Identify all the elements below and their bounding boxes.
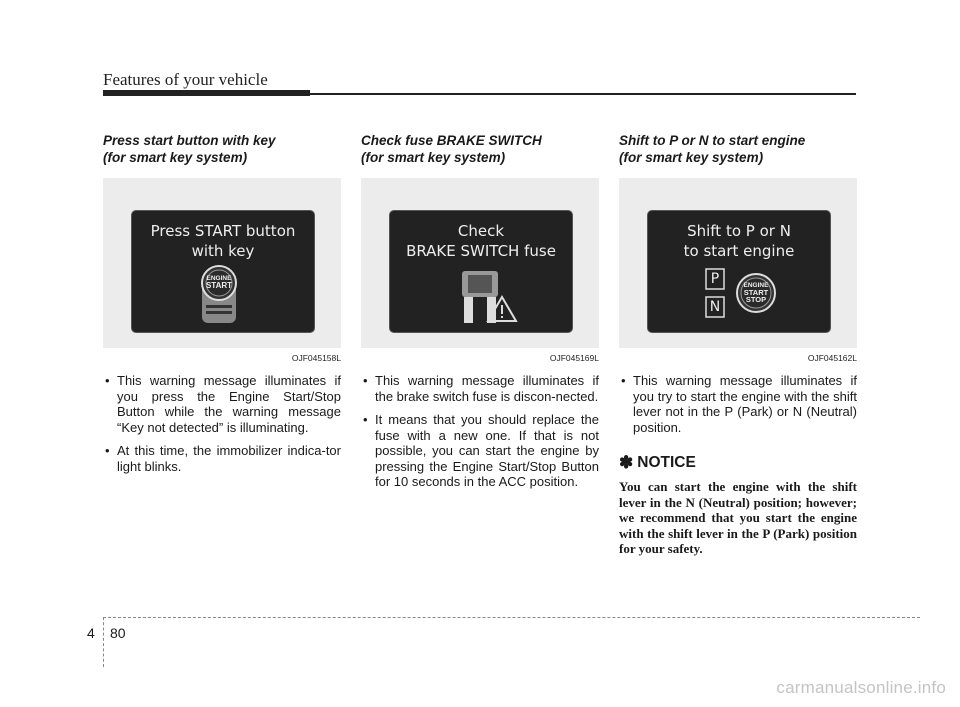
heading-line: Shift to P or N to start engine — [619, 133, 806, 148]
cluster-figure — [619, 178, 857, 348]
heading-line: (for smart key system) — [361, 150, 506, 165]
gear-and-start-button-icon — [648, 211, 830, 332]
notice-label: NOTICE — [637, 454, 696, 471]
notice-body: You can start the engine with the shift lever in the N (Neutral) position; however; we recommend that you start the engine with the shift lever in the P (Park) position for your safety. — [619, 479, 857, 556]
button-text: ENGINE — [743, 282, 769, 289]
key-fob-start-button-icon — [132, 211, 314, 332]
footer-vertical-rule — [103, 617, 104, 667]
display-line: BRAKE SWITCH fuse — [406, 242, 556, 260]
bullet-item: • This warning message illuminates if the brake switch fuse is discon-nected. — [361, 373, 599, 404]
button-text: STOP — [745, 295, 767, 304]
display-line: Shift to P or N — [687, 222, 791, 240]
section-heading — [361, 132, 599, 166]
page-number: 80 — [110, 625, 126, 641]
cluster-display — [389, 210, 573, 333]
heading-line: Press start button with key — [103, 133, 276, 148]
display-line: Check — [457, 222, 505, 240]
fuse-warning-icon — [390, 211, 572, 332]
bullet-item: • This warning message illuminates if you press the Engine Start/Stop Button while the warning message “Key not detected” is illuminating. — [103, 373, 341, 435]
chapter-number: 4 — [87, 625, 95, 641]
column-brake-switch — [361, 132, 599, 498]
figure-code: OJF045169L — [549, 353, 599, 363]
cluster-display — [131, 210, 315, 333]
section-heading — [103, 132, 341, 166]
cluster-figure — [361, 178, 599, 348]
engine-start-label — [199, 275, 239, 289]
section-heading — [619, 132, 857, 166]
notice-heading — [619, 453, 857, 473]
column-shift-p-n — [619, 132, 857, 557]
page-header-title: Features of your vehicle — [103, 70, 268, 89]
bullet-item: • At this time, the immobilizer indica-tor light blinks. — [103, 443, 341, 474]
bullet-item: • This warning message illuminates if you try to start the engine with the shift lever not in the P (Park) or N (Neutral) position. — [619, 373, 857, 435]
figure-code: OJF045162L — [807, 353, 857, 363]
cluster-figure — [103, 178, 341, 348]
button-text: START — [743, 288, 769, 297]
button-text: ENGINE — [206, 275, 232, 282]
display-line: to start engine — [683, 242, 795, 260]
watermark-text: carmanualsonline.info — [776, 678, 946, 697]
display-line: with key — [191, 242, 255, 260]
display-line: Press START button — [150, 222, 296, 240]
heading-line: Check fuse BRAKE SWITCH — [361, 133, 542, 148]
button-text: START — [205, 281, 233, 290]
heading-line: (for smart key system) — [103, 150, 248, 165]
cluster-display — [647, 210, 831, 333]
gear-p-label: P — [710, 271, 720, 287]
column-press-start — [103, 132, 341, 482]
notice-star-icon: ✽ — [619, 453, 634, 472]
heading-line: (for smart key system) — [619, 150, 764, 165]
figure-code: OJF045158L — [291, 353, 341, 363]
footer-rule — [103, 617, 920, 618]
bullet-list — [361, 373, 599, 490]
header-rule — [103, 93, 856, 95]
bullet-list — [103, 373, 341, 474]
bullet-list — [619, 373, 857, 435]
gear-n-label: N — [709, 299, 721, 315]
engine-start-stop-label — [736, 282, 776, 303]
bullet-item: • It means that you should replace the fuse with a new one. If that is not possible, you can start the engine by pressing the Engine Start/Stop Button for 10 seconds in the ACC position. — [361, 412, 599, 490]
